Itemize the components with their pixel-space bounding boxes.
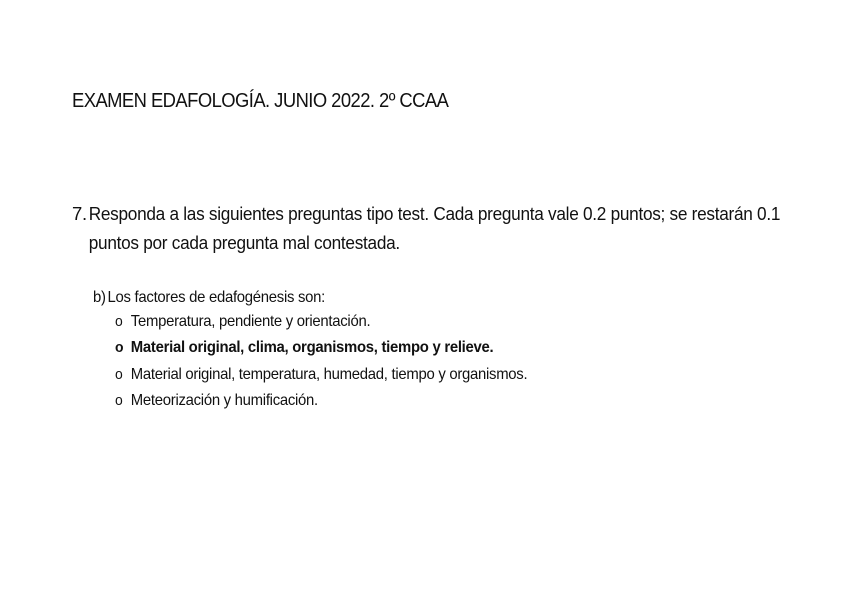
bullet-icon: o xyxy=(115,365,123,383)
question-number: 7. xyxy=(72,203,87,224)
bullet-icon: o xyxy=(115,339,124,357)
subquestion xyxy=(93,285,325,311)
answer-options-list xyxy=(115,309,527,414)
answer-option xyxy=(115,309,527,335)
subquestion-text: Los factores de edafogénesis son: xyxy=(107,289,326,306)
answer-option xyxy=(115,362,527,388)
subquestion-label: b) xyxy=(93,289,106,306)
answer-option-text: Material original, temperatura, humedad, tiempo y organismos. xyxy=(130,365,528,383)
answer-option-text: Temperatura, pendiente y orientación. xyxy=(130,313,371,330)
exam-title: EXAMEN EDAFOLOGÍA. JUNIO 2022. 2º CCAA xyxy=(72,90,449,112)
answer-option-correct xyxy=(115,335,527,361)
question-text: Responda a las siguientes preguntas tipo test. Cada pregunta vale 0.2 puntos; se restarán 0.1 puntos por cada pregunta mal contestada. xyxy=(88,203,781,253)
answer-option-text: Meteorización y humificación. xyxy=(130,391,318,409)
answer-option-text: Material original, clima, organismos, tiempo y relieve. xyxy=(130,339,494,357)
answer-option xyxy=(115,388,527,414)
bullet-icon: o xyxy=(115,391,123,409)
bullet-icon: o xyxy=(115,313,123,330)
question-block xyxy=(72,199,812,257)
